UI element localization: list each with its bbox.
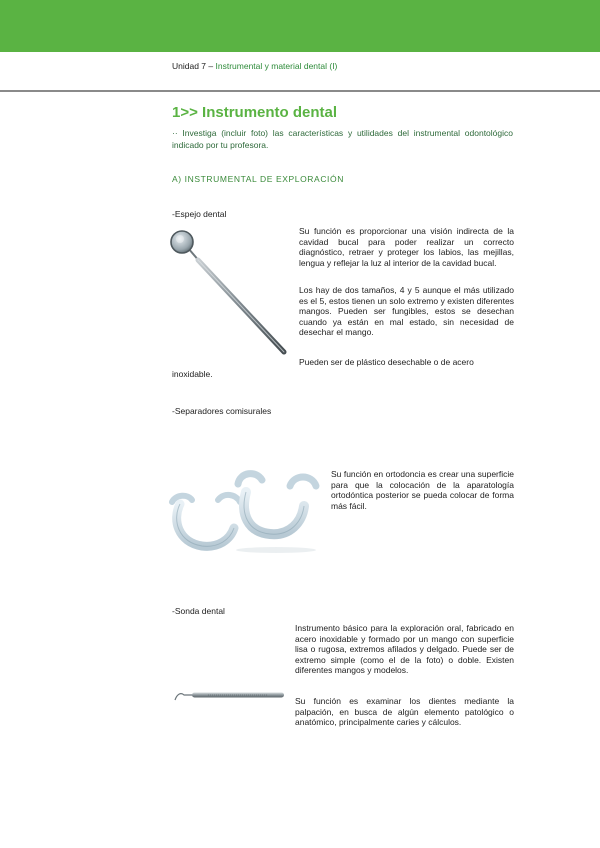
header-bar: [0, 0, 600, 52]
sonda-paragraph-1: Instrumento básico para la exploración oral, fabricado en acero inoxidable y formado por un mango con superficie lisa o rugosa, extremos afilados y delgado. Puede ser de extremo simple (como el de la foto) o doble. Existen diferentes mangos y modelos.: [295, 623, 514, 675]
cheek-retractors-image: [166, 462, 326, 558]
espejo-paragraph-2: Los hay de dos tamaños, 4 y 5 aunque el más utilizado es el 5, estos tienen un solo extremo y existen diferentes mangos. Pueden ser fungibles, estos se desechan cuando ya están en mal estado, sin necesidad de desechar el mango.: [299, 285, 514, 337]
espejo-label: -Espejo dental: [172, 209, 227, 219]
section-heading: A) INSTRUMENTAL DE EXPLORACIÓN: [172, 174, 344, 184]
sonda-label: -Sonda dental: [172, 606, 225, 616]
header-divider: [0, 90, 600, 92]
unit-header: [172, 61, 337, 71]
page-title: 1>> Instrumento dental: [172, 104, 338, 121]
instruction-text: ·· Investiga (incluir foto) las características y utilidades del instrumental odontológico indicado por tu profesora.: [172, 128, 513, 150]
separadores-paragraph-1: Su función en ortodoncia es crear una superficie para que la colocación de la aparatología ortodóntica posterior se pueda colocar de forma más fácil.: [331, 469, 514, 511]
sonda-paragraph-2: Su función es examinar los dientes mediante la palpación, en busca de algún elemento patológico o anatómico, principalmente caries y cálculos.: [295, 696, 514, 727]
unit-title: Instrumental y material dental (I): [215, 61, 338, 71]
unit-label: Unidad 7 –: [172, 61, 214, 71]
espejo-paragraph-1: Su función es proporcionar una visión indirecta de la cavidad bucal para poder realizar un correcto diagnóstico, retraer y proteger los labios, las mejillas, lengua y reflejar la luz al interior de la cavidad bucal.: [299, 226, 514, 268]
separadores-label: -Separadores comisurales: [172, 406, 272, 416]
espejo-paragraph-3-end: inoxidable.: [172, 369, 213, 379]
dental-mirror-image: [168, 228, 292, 358]
espejo-paragraph-3: Pueden ser de plástico desechable o de acero: [299, 357, 474, 367]
dental-probe-image: [172, 684, 286, 706]
